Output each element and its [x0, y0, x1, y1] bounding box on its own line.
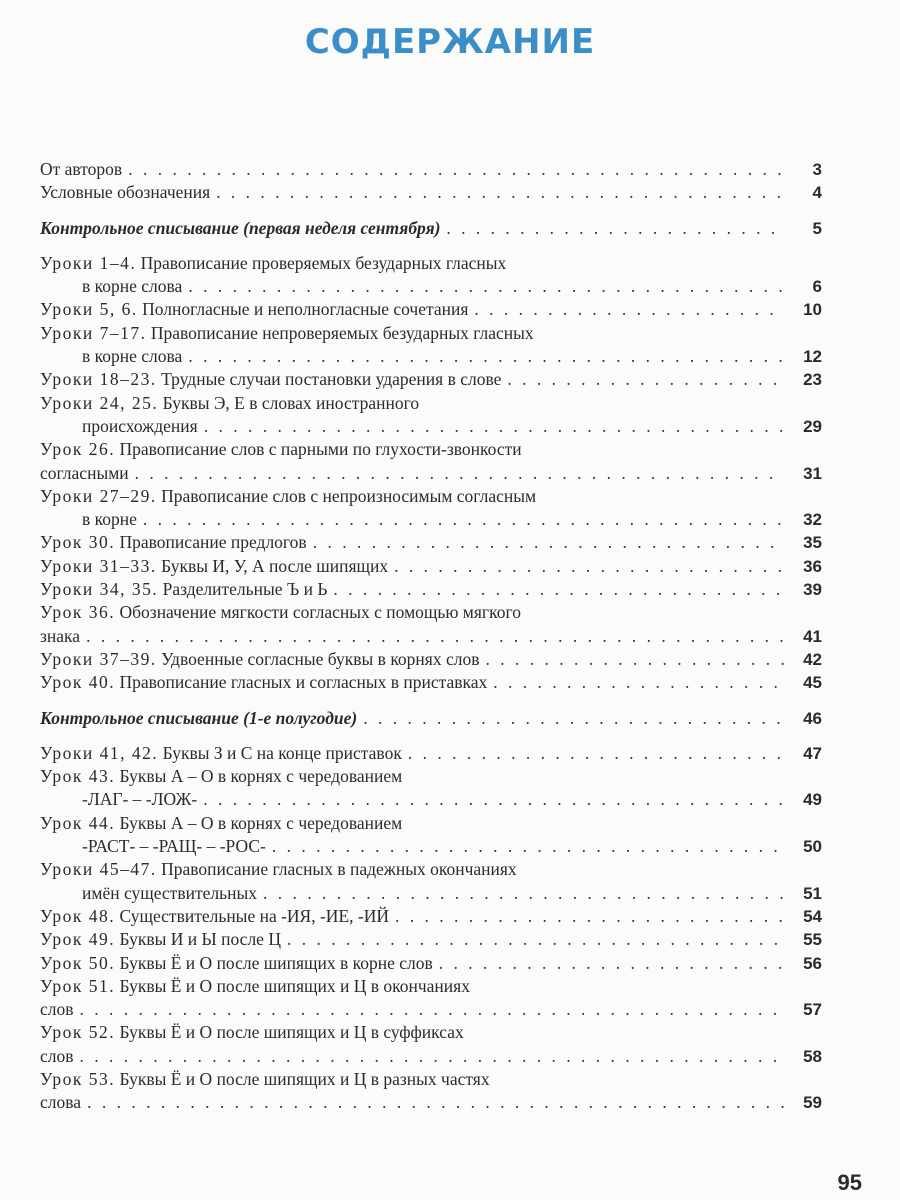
toc-entry[interactable] [40, 217, 822, 240]
toc-page-number: 50 [803, 837, 822, 857]
toc-line [40, 531, 822, 554]
toc-title: -РАСТ- – -РАЩ- – -РОС- [82, 836, 266, 857]
toc-title: Буквы Ё и О после шипящих и Ц в окончаниях [119, 975, 470, 996]
lesson-label: Уроки 45–47. [40, 859, 157, 880]
toc-entry[interactable] [40, 671, 822, 694]
toc-title: в корне [82, 509, 137, 530]
toc-entry[interactable] [40, 765, 822, 812]
toc-title: Правописание гласных в падежных окончаниях [161, 859, 517, 880]
lesson-label: Уроки 41, 42. [40, 742, 159, 763]
lesson-label: Уроки 31–33. [40, 555, 157, 576]
toc-title: Буквы И и Ы после Ц [119, 929, 281, 950]
toc-entry[interactable] [40, 707, 822, 730]
toc-entry[interactable] [40, 438, 822, 485]
toc-page-number: 4 [812, 183, 822, 203]
toc-line [40, 765, 822, 788]
toc-title: Удвоенные согласные буквы в корнях слов [161, 648, 480, 669]
lesson-label: Уроки 7–17. [40, 322, 147, 343]
dot-leader [474, 298, 784, 321]
page-title: СОДЕРЖАНИЕ [304, 22, 596, 62]
section-gap [40, 695, 822, 707]
toc-title: Существительные на -ИЯ, -ИЕ, -ИЙ [119, 905, 389, 926]
toc-line [40, 252, 822, 275]
toc-page-number: 39 [803, 580, 822, 600]
toc-line [40, 742, 822, 765]
toc-page-number: 47 [803, 743, 822, 763]
toc-entry[interactable] [40, 812, 822, 859]
section-gap [40, 730, 822, 742]
toc-title: -ЛАГ- – -ЛОЖ- [82, 789, 198, 810]
dot-leader [333, 578, 784, 601]
toc-line [40, 392, 822, 415]
toc-line [40, 601, 822, 624]
toc-page-number: 5 [812, 218, 822, 238]
toc-entry[interactable] [40, 742, 822, 765]
toc-line [40, 1045, 822, 1068]
dot-leader [363, 707, 784, 730]
toc-entry[interactable] [40, 392, 822, 439]
table-of-contents [40, 158, 822, 1115]
toc-page-number: 58 [803, 1046, 822, 1066]
toc-title: Буквы Э, Е в словах иностранного [162, 392, 420, 413]
toc-title: Правописание гласных и согласных в приставках [119, 672, 488, 693]
dot-leader [408, 742, 784, 765]
toc-entry[interactable] [40, 368, 822, 391]
lesson-label: Урок 40. [40, 672, 116, 693]
toc-title: Контрольное списывание (1-е полугодие) [40, 707, 358, 728]
lesson-label: Уроки 37–39. [40, 648, 157, 669]
dot-leader [394, 555, 784, 578]
toc-line [40, 578, 822, 601]
toc-page-number: 45 [803, 673, 822, 693]
section-gap [40, 240, 822, 252]
toc-line [40, 835, 822, 858]
toc-line [40, 485, 822, 508]
lesson-label: Урок 52. [40, 1022, 116, 1043]
toc-title: Буквы З и С на конце приставок [162, 742, 402, 763]
toc-title: Правописание предлогов [119, 532, 307, 553]
page-number: 95 [837, 1170, 862, 1195]
dot-leader [313, 531, 784, 554]
toc-entry[interactable] [40, 648, 822, 671]
toc-line [40, 707, 822, 730]
toc-title: в корне слова [82, 276, 183, 297]
toc-line [40, 625, 822, 648]
toc-entry[interactable] [40, 298, 822, 321]
dot-leader [395, 905, 784, 928]
dot-leader [87, 1091, 784, 1114]
toc-entry[interactable] [40, 181, 822, 204]
toc-line [40, 812, 822, 835]
dot-leader [216, 181, 784, 204]
toc-title: происхождения [82, 415, 198, 436]
dot-leader [507, 368, 784, 391]
dot-leader [263, 882, 784, 905]
toc-page-number: 54 [803, 906, 822, 926]
toc-line [40, 322, 822, 345]
toc-line [40, 998, 822, 1021]
toc-page-number: 42 [803, 649, 822, 669]
toc-line [40, 462, 822, 485]
toc-line [40, 217, 822, 240]
toc-title: Буквы Ё и О после шипящих и Ц в суффиксах [119, 1022, 464, 1043]
toc-page-number: 35 [803, 533, 822, 553]
toc-page-number: 12 [803, 347, 822, 367]
toc-entry[interactable] [40, 858, 822, 905]
toc-title: согласными [40, 462, 129, 483]
toc-title: Правописание непроверяемых безударных гласных [150, 322, 534, 343]
toc-line [40, 928, 822, 951]
lesson-label: Уроки 1–4. [40, 252, 137, 273]
toc-title: Буквы А – О в корнях с чередованием [119, 812, 403, 833]
dot-leader [86, 625, 784, 648]
toc-entry[interactable] [40, 322, 822, 369]
dot-leader [188, 345, 784, 368]
lesson-label: Урок 48. [40, 905, 116, 926]
toc-entry[interactable] [40, 975, 822, 1022]
toc-line [40, 1068, 822, 1091]
toc-title: слов [40, 1045, 74, 1066]
toc-title: слова [40, 1092, 82, 1113]
toc-line [40, 905, 822, 928]
toc-title: Трудные случаи постановки ударения в слове [161, 369, 502, 390]
toc-line [40, 671, 822, 694]
toc-title: имён существительных [82, 882, 257, 903]
toc-line [40, 415, 822, 438]
toc-line [40, 952, 822, 975]
toc-line [40, 438, 822, 461]
toc-line [40, 788, 822, 811]
toc-page-number: 6 [812, 277, 822, 297]
lesson-label: Урок 50. [40, 952, 116, 973]
dot-leader [128, 158, 784, 181]
lesson-label: Уроки 24, 25. [40, 392, 159, 413]
dot-leader [80, 1045, 784, 1068]
dot-leader [80, 998, 784, 1021]
toc-page-number: 46 [803, 708, 822, 728]
toc-line [40, 275, 822, 298]
toc-title: Буквы А – О в корнях с чередованием [119, 766, 403, 787]
toc-line [40, 555, 822, 578]
toc-line [40, 1021, 822, 1044]
toc-entry[interactable] [40, 1021, 822, 1068]
toc-page-number: 59 [803, 1093, 822, 1113]
lesson-label: Урок 53. [40, 1068, 116, 1089]
toc-line [40, 181, 822, 204]
toc-entry[interactable] [40, 1068, 822, 1115]
dot-leader [493, 671, 784, 694]
toc-page-number: 36 [803, 556, 822, 576]
toc-line [40, 298, 822, 321]
toc-line [40, 882, 822, 905]
lesson-label: Урок 49. [40, 929, 116, 950]
toc-page-number: 29 [803, 416, 822, 436]
toc-entry[interactable] [40, 928, 822, 951]
toc-title: Обозначение мягкости согласных с помощью мягкого [119, 602, 521, 623]
dot-leader [203, 788, 784, 811]
lesson-label: Урок 43. [40, 766, 116, 787]
lesson-label: Урок 30. [40, 532, 116, 553]
toc-entry[interactable] [40, 952, 822, 975]
toc-title: От авторов [40, 159, 123, 179]
dot-leader [287, 928, 784, 951]
toc-page-number: 10 [803, 300, 822, 320]
toc-title: Правописание проверяемых безударных гласных [140, 252, 507, 273]
toc-title: слов [40, 999, 74, 1020]
dot-leader [272, 835, 784, 858]
toc-page-number: 56 [803, 953, 822, 973]
toc-title: Контрольное списывание (первая неделя сентября) [40, 217, 441, 238]
dot-leader [188, 275, 784, 298]
lesson-label: Урок 36. [40, 602, 116, 623]
toc-title: Условные обозначения [40, 182, 211, 203]
toc-title: в корне слова [82, 346, 183, 367]
toc-entry[interactable] [40, 252, 822, 299]
toc-title: Правописание слов с непроизносимым согласным [161, 485, 537, 506]
toc-line [40, 158, 822, 181]
toc-line [40, 345, 822, 368]
toc-page-number: 57 [803, 1000, 822, 1020]
toc-title: Буквы Ё и О после шипящих в корне слов [119, 952, 433, 973]
toc-entry[interactable] [40, 905, 822, 928]
dot-leader [439, 952, 784, 975]
toc-entry[interactable] [40, 158, 822, 181]
toc-line [40, 975, 822, 998]
lesson-label: Уроки 5, 6. [40, 299, 138, 320]
toc-page-number: 55 [803, 930, 822, 950]
lesson-label: Уроки 34, 35. [40, 579, 159, 600]
toc-title: Буквы Ё и О после шипящих и Ц в разных частях [119, 1068, 490, 1089]
dot-leader [446, 217, 784, 240]
toc-page-number: 49 [803, 790, 822, 810]
toc-line [40, 508, 822, 531]
lesson-label: Урок 26. [40, 439, 116, 460]
lesson-label: Уроки 27–29. [40, 485, 157, 506]
toc-title: Полногласные и неполногласные сочетания [142, 299, 469, 320]
toc-title: Правописание слов с парными по глухости-звонкости [119, 439, 522, 460]
toc-entry[interactable] [40, 555, 822, 578]
dot-leader [143, 508, 784, 531]
toc-line [40, 1091, 822, 1114]
toc-entry[interactable] [40, 578, 822, 601]
toc-line [40, 858, 822, 881]
toc-title: Разделительные Ъ и Ь [162, 579, 328, 600]
toc-page-number: 51 [803, 883, 822, 903]
toc-entry[interactable] [40, 485, 822, 532]
toc-page-number: 31 [803, 463, 822, 483]
toc-page-number: 32 [803, 510, 822, 530]
toc-page-number: 41 [803, 626, 822, 646]
lesson-label: Уроки 18–23. [40, 369, 157, 390]
section-gap [40, 205, 822, 217]
toc-entry[interactable] [40, 601, 822, 648]
dot-leader [135, 462, 784, 485]
lesson-label: Урок 44. [40, 812, 116, 833]
toc-title: Буквы И, У, А после шипящих [161, 555, 389, 576]
toc-title: знака [40, 625, 81, 646]
toc-page-number: 3 [812, 160, 822, 179]
dot-leader [204, 415, 784, 438]
lesson-label: Урок 51. [40, 975, 116, 996]
toc-entry[interactable] [40, 531, 822, 554]
toc-page-number: 23 [803, 370, 822, 390]
dot-leader [486, 648, 785, 671]
toc-line [40, 368, 822, 391]
toc-line [40, 648, 822, 671]
